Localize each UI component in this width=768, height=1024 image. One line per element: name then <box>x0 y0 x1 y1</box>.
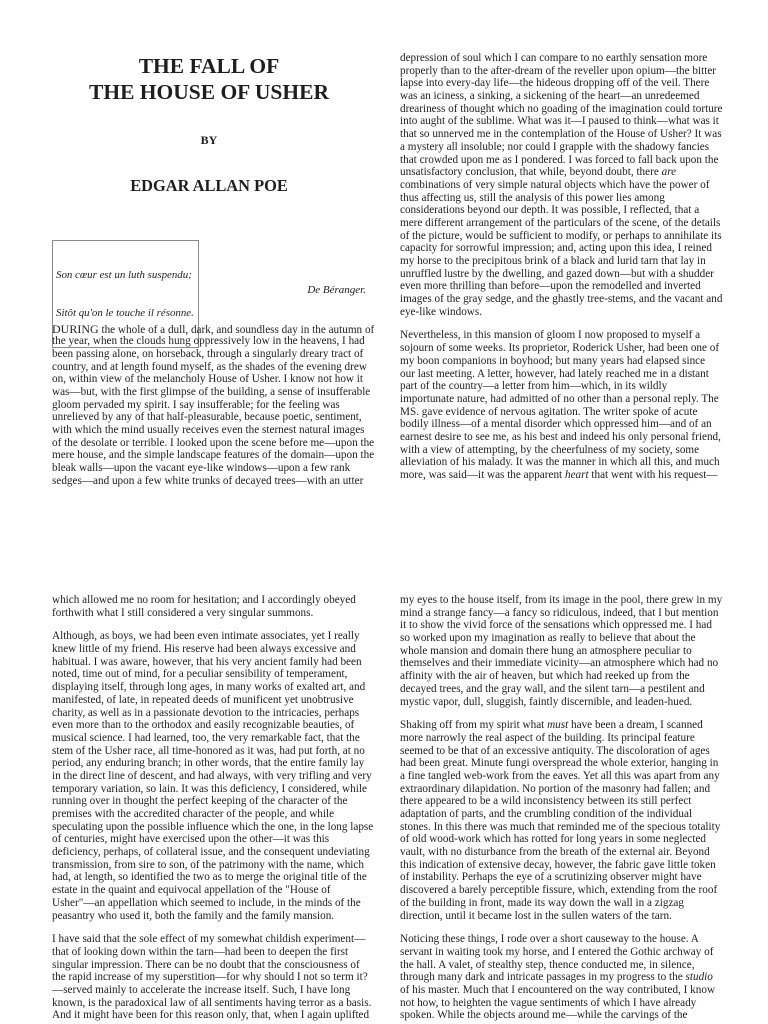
text-line: extraordinary dilapidation. No portion of the masonry had fallen; and <box>400 782 711 795</box>
text-line: this indication of extensive decay, however, the fabric gave little token <box>400 858 716 871</box>
text-line: discovered a barely perceptible fissure, which, extending from the roof <box>400 884 718 897</box>
title-line: THE FALL OF <box>138 54 280 78</box>
text-line <box>52 321 375 336</box>
text-line: knew little of my friend. His reserve had been always excessive and <box>52 643 356 656</box>
text-line: into aught of the sublime. What was it—I paused to think—what was it <box>400 115 719 128</box>
text-line: properly than to the after-dream of the reveller upon opium—the bitter <box>400 64 717 77</box>
text-line <box>400 166 720 179</box>
text-column-left <box>52 594 372 1022</box>
text-line: more narrowly the real aspect of the building. Its principal feature <box>400 731 695 744</box>
text-segment: unsatisfactory conclusion, that while, beyond doubt, there <box>400 166 662 179</box>
text-line: thus affecting us, still the analysis of this power lies among <box>400 191 665 204</box>
text-line: premises with the accredited character of the people, and while <box>52 808 335 820</box>
text-line: depression of soul which I can compare to no earthly sensation more <box>400 52 708 64</box>
text-line: had been great. Minute fungi overspread the whole exterior, hanging in <box>400 757 719 770</box>
text-line: habitual. I was aware, however, that his very ancient family had been <box>52 655 362 668</box>
page-bottom <box>0 512 768 1024</box>
text-line: the year, when the clouds hung oppressively low in the heavens, I had <box>52 335 365 348</box>
text-line: manifested, of late, in repeated deeds of munificent yet unobtrusive <box>52 693 354 706</box>
text-line: my boon companions in boyhood; but many years had elapsed since <box>400 354 706 367</box>
text-line: —served mainly to accelerate the increase itself. Such, I have long <box>52 983 351 996</box>
text-line: forthwith what I still considered a very singular summons. <box>52 606 314 619</box>
text-line: country, and at length found myself, as the shades of the evening drew <box>52 360 367 373</box>
paragraph <box>400 594 723 708</box>
text-column-right <box>400 52 723 482</box>
text-line: the hall. A valet, of stealthy step, thence conducted me, in silence, <box>400 958 695 971</box>
text-line: I have said that the sole effect of my somewhat childish experiment— <box>52 933 366 946</box>
epigraph-line: Sitôt qu'on le touche il résonne. <box>56 306 194 319</box>
paragraph <box>400 933 720 1022</box>
paragraph <box>52 630 372 922</box>
text-line: was—but, with the first glimpse of the building, a sense of insufferable <box>52 386 371 399</box>
text-line: unruffled lustre by the dwelling, and gazed down—but with a shudder <box>400 267 714 280</box>
text-line: mere different arrangement of the particulars of the scene, of the details <box>400 216 721 229</box>
text-line: And it might have been for this reason only, that, when I again uplifted <box>52 1009 370 1022</box>
text-line: of the building in front, made its way down the wall in a zigzag <box>400 896 684 909</box>
text-line: earnest desire to see me, as his best and indeed his only personal friend, <box>400 430 721 443</box>
text-line: there appeared to be a wild inconsistency between its still perfect <box>400 795 692 808</box>
text-line: of the picture, would be sufficient to modify, or perhaps to annihilate its <box>400 229 722 242</box>
text-line: it to show the vivid force of the sensations which oppressed me. I had <box>400 619 712 632</box>
text-line: with a view of attempting, by the cheerfulness of my society, some <box>400 443 700 456</box>
text-line: MS. gave evidence of nervous agitation. The writer spoke of acute <box>400 405 698 418</box>
italic-word: studio <box>685 971 713 984</box>
text-line: been passing alone, on horseback, through a singularly dreary tract of <box>52 347 364 360</box>
paragraph <box>400 329 720 481</box>
text-segment: have been a dream, I scanned <box>568 719 703 732</box>
text-line: capacity for sorrowful impression; and, acting upon this idea, I reined <box>400 242 712 255</box>
text-line: a fine tangled web-work from the eaves. Yet all this was apart from any <box>400 769 720 782</box>
text-line: lapse into every-day life—the hideous dropping off of the veil. There <box>400 77 710 90</box>
text-line <box>400 971 720 984</box>
text-line: estate in the quaint and equivocal appellation of the "House of <box>52 884 331 897</box>
text-line: direction, until it became lost in the sullen waters of the tarn. <box>400 909 672 922</box>
paragraph <box>52 321 375 488</box>
text-line: displaying itself, through long ages, in many works of exalted art, and <box>52 681 366 694</box>
text-line: adaptation of parts, and the crumbling condition of the individual <box>400 808 693 820</box>
text-line: peasantry who used it, both the family and the family mansion. <box>52 909 335 922</box>
paragraph <box>400 52 723 318</box>
text-line: running over in thought the perfect keeping of the character of the <box>52 795 348 808</box>
text-line: mystic vapor, dull, sluggish, faintly discernible, and leaden-hued. <box>400 695 693 708</box>
text-line: Nevertheless, in this mansion of gloom I now proposed to myself a <box>400 329 701 342</box>
text-line: unrelieved by any of that half-pleasurable, because poetic, sentiment, <box>52 411 362 424</box>
paragraph <box>400 719 720 922</box>
paragraph <box>52 594 372 619</box>
text-line: musical science. I had learned, too, the very remarkable fact, that the <box>52 731 360 744</box>
text-line: in the direct line of descent, and had always, with very trifling and very <box>52 769 372 782</box>
text-line: with which the mind usually receives even the sternest natural images <box>52 424 365 437</box>
text-column-left <box>52 321 375 488</box>
text-line: deficiency, perhaps, of collateral issue, and the consequent undeviating <box>52 846 370 859</box>
text-line: servant in waiting took my horse, and I entered the Gothic archway of <box>400 945 714 958</box>
text-line: images of the gray sedge, and the ghastly tree-stems, and the vacant and <box>400 293 723 306</box>
text-segment: Shaking off from my spirit what <box>400 719 548 732</box>
text-segment: through many dark and intricate passages in my progress to the <box>400 971 686 984</box>
text-line: the rapid increase of my superstition—for why should I not so term it? <box>52 971 368 984</box>
text-line: known, is the paradoxical law of all sentiments having terror as a basis. <box>52 996 372 1009</box>
text-segment: that went with his request— <box>588 469 718 481</box>
text-line: part of the country—a letter from him—which, in its wildly <box>400 380 668 393</box>
text-line: period, any enduring branch; in other words, that the entire family lay <box>52 757 365 770</box>
text-line: of centuries, might have exercised upon the other—it was this <box>52 833 330 846</box>
text-line: temporary variation, so lain. It was this deficiency, I considered, while <box>52 782 367 795</box>
text-line: decayed trees, and the gray wall, and the silent tarn—a pestilent and <box>400 682 705 695</box>
text-line: of old wood-work which has rotted for long years in some neglected <box>400 833 707 846</box>
text-line: affinity with the air of heaven, but which had reeked up from the <box>400 670 690 683</box>
text-line: mere house, and the simple landscape features of the domain—upon the <box>52 449 375 462</box>
text-line: singular impression. There can be no doubt that the consciousness of <box>52 958 360 971</box>
text-line: charity, as well as in a passionate devotion to the intricacies, perhaps <box>52 706 360 719</box>
text-line: stem of the Usher race, all time-honored as it was, had put forth, at no <box>52 744 365 757</box>
text-line: not how, to heighten the vague sentiments of which I have already <box>400 996 697 1009</box>
text-segment: the whole of a dull, dark, and soundless day in the autumn of <box>98 323 375 336</box>
text-line: that so unnerved me in the contemplation of the House of Usher? It was <box>400 128 722 141</box>
text-line: even more than to the orthodox and easily recognizable beauties, of <box>52 719 355 732</box>
text-line: themselves and their immediate vicinity—an atmosphere which had no <box>400 657 719 670</box>
title-line: THE HOUSE OF USHER <box>89 80 329 104</box>
text-line: mind a strange fancy—a fancy so ridiculous, indeed, that I but mention <box>400 606 719 619</box>
text-line: gloom pervaded my spirit. I say insufferable; for the feeling was <box>52 398 340 411</box>
text-line: Although, as boys, we had been even intimate associates, yet I really <box>52 630 360 643</box>
text-line: of his master. Much that I encountered on the way contributed, I know <box>400 983 716 996</box>
text-line: stones. In this there was much that reminded me of the specious totality <box>400 820 721 833</box>
byline: BY <box>200 133 218 147</box>
epigraph-attribution: De Béranger. <box>307 283 366 296</box>
text-line: that crowded upon me as I pondered. I was forced to fall back upon the <box>400 153 719 166</box>
text-line: so worked upon my imagination as really to believe that about the <box>400 632 696 645</box>
text-line: on, within view of the melancholy House of Usher. I know not how it <box>52 373 364 386</box>
text-line: even more thrilling than before—upon the remodelled and inverted <box>400 280 701 293</box>
opening-capital-word: DURING <box>52 321 99 336</box>
text-line: transmission, from sire to son, of the patrimony with the name, which <box>52 858 364 871</box>
text-line: importunate nature, had admitted of no other than a personal reply. The <box>400 392 719 405</box>
italic-word: must <box>547 719 569 732</box>
text-line: sojourn of some weeks. Its proprietor, Roderick Usher, had been one of <box>400 342 720 355</box>
text-line: of instability. Perhaps the eye of a scrutinizing observer might have <box>400 871 702 884</box>
text-segment: more, was said—it was the apparent <box>400 469 565 481</box>
text-line: bodily illness—of a mental disorder which oppressed him—and of an <box>400 418 712 431</box>
paragraph <box>52 933 372 1022</box>
text-line: bleak walls—upon the vacant eye-like windows—upon a few rank <box>52 462 351 475</box>
author-name: EDGAR ALLAN POE <box>130 176 288 195</box>
text-line: had, at length, so identified the two as to merge the original title of the <box>52 871 367 884</box>
text-line: Noticing these things, I rode over a short causeway to the house. A <box>400 933 699 946</box>
text-line: whole mansion and domain there hung an atmosphere peculiar to <box>400 644 692 657</box>
text-line: speculating upon the possible influence which the one, in the long lapse <box>52 820 374 833</box>
text-line: my eyes to the house itself, from its image in the pool, there grew in my <box>400 594 723 606</box>
epigraph-line: Son cœur est un luth suspendu; <box>56 268 192 281</box>
text-line: spoken. While the objects around me—while the carvings of the <box>400 1009 688 1022</box>
text-line: vault, with no disturbance from the breath of the external air. Beyond <box>400 846 710 859</box>
italic-word: are <box>661 166 677 179</box>
text-line: my horse to the precipitous brink of a black and lurid tarn that lay in <box>400 255 706 267</box>
italic-word: heart <box>564 469 589 481</box>
text-line <box>400 719 720 732</box>
text-line: that of looking down within the tarn—had been to deepen the first <box>52 945 349 958</box>
text-line: Usher"—an appellation which seemed to include, in the minds of the <box>52 896 361 909</box>
text-line: combinations of very simple natural objects which have the power of <box>400 178 710 191</box>
text-line: considerations beyond our depth. It was possible, I reflected, that a <box>400 204 700 217</box>
text-line: which allowed me no room for hesitation; and I accordingly obeyed <box>52 594 356 606</box>
text-line: seemed to be that of an excessive antiquity. The discoloration of ages <box>400 744 710 757</box>
text-line: a mystery all insoluble; nor could I grapple with the shadowy fancies <box>400 140 710 153</box>
text-line: of the desolate or terrible. I looked upon the scene before me—upon the <box>52 436 375 449</box>
text-line: was an iciness, a sinking, a sickening of the heart—an unredeemed <box>400 90 700 103</box>
text-line: our last meeting. A letter, however, had lately reached me in a distant <box>400 367 709 380</box>
story-title <box>52 53 366 105</box>
text-line <box>400 469 720 482</box>
text-line: dreariness of thought which no goading of the imagination could torture <box>400 102 723 115</box>
text-line: noted, time out of mind, for a peculiar sensibility of temperament, <box>52 668 348 681</box>
text-line: sedges—and upon a few white trunks of decayed trees—with an utter <box>52 474 364 487</box>
text-line: eye-like windows. <box>400 305 483 318</box>
text-column-right <box>400 594 723 1022</box>
text-line: alleviation of his malady. It was the manner in which all this, and much <box>400 456 720 469</box>
